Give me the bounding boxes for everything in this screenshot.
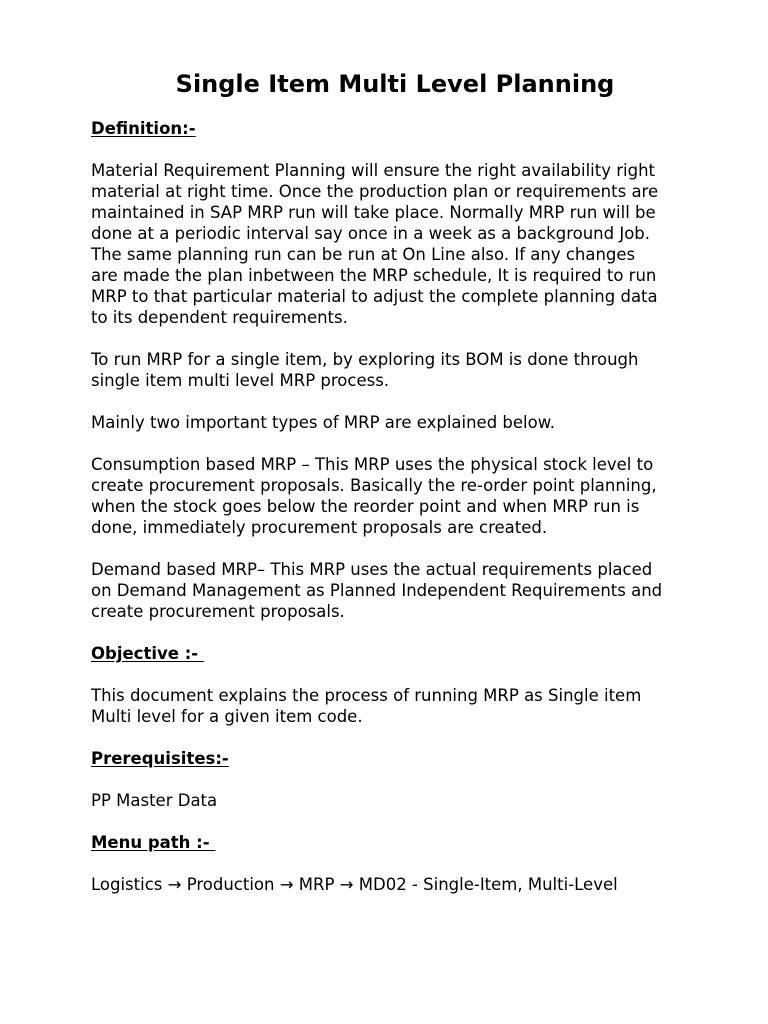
definition-paragraph-1: Material Requirement Planning will ensure the right availability right material at right time. Once the production plan or requirements are maintained in SAP MRP run will take place. Normally MRP run will be done at a periodic interval say once in a week as a background Job. The same planning run can be run at On Line also. If any changes are made the plan inbetween the MRP schedule, It is required to run MRP to that particular material to adjust the complete planning data to its dependent requirements. [91, 161, 659, 327]
prerequisites-paragraph: PP Master Data [91, 791, 218, 810]
document-page [91, 68, 711, 916]
definition-paragraph-4: Consumption based MRP – This MRP uses the physical stock level to create procurement proposals. Basically the re-order point planning, when the stock goes below the reorder point and when MRP run is done, immediately procurement proposals are created. [91, 455, 657, 537]
menu-path-heading: Menu path :- [91, 833, 216, 852]
definition-paragraph-5: Demand based MRP– This MRP uses the actual requirements placed on Demand Management as Planned Independent Requirements and create procurement proposals. [91, 560, 663, 621]
objective-paragraph: This document explains the process of running MRP as Single item Multi level for a given item code. [91, 686, 642, 726]
menu-path-paragraph: Logistics → Production → MRP → MD02 - Single-Item, Multi-Level [91, 875, 618, 894]
definition-paragraph-2: To run MRP for a single item, by exploring its BOM is done through single item multi level MRP process. [91, 350, 639, 390]
document-title: Single Item Multi Level Planning [175, 70, 615, 98]
definition-paragraph-3: Mainly two important types of MRP are explained below. [91, 413, 555, 432]
definition-heading: Definition:- [91, 119, 196, 138]
prerequisites-heading: Prerequisites:- [91, 749, 229, 768]
objective-heading: Objective :- [91, 644, 204, 663]
